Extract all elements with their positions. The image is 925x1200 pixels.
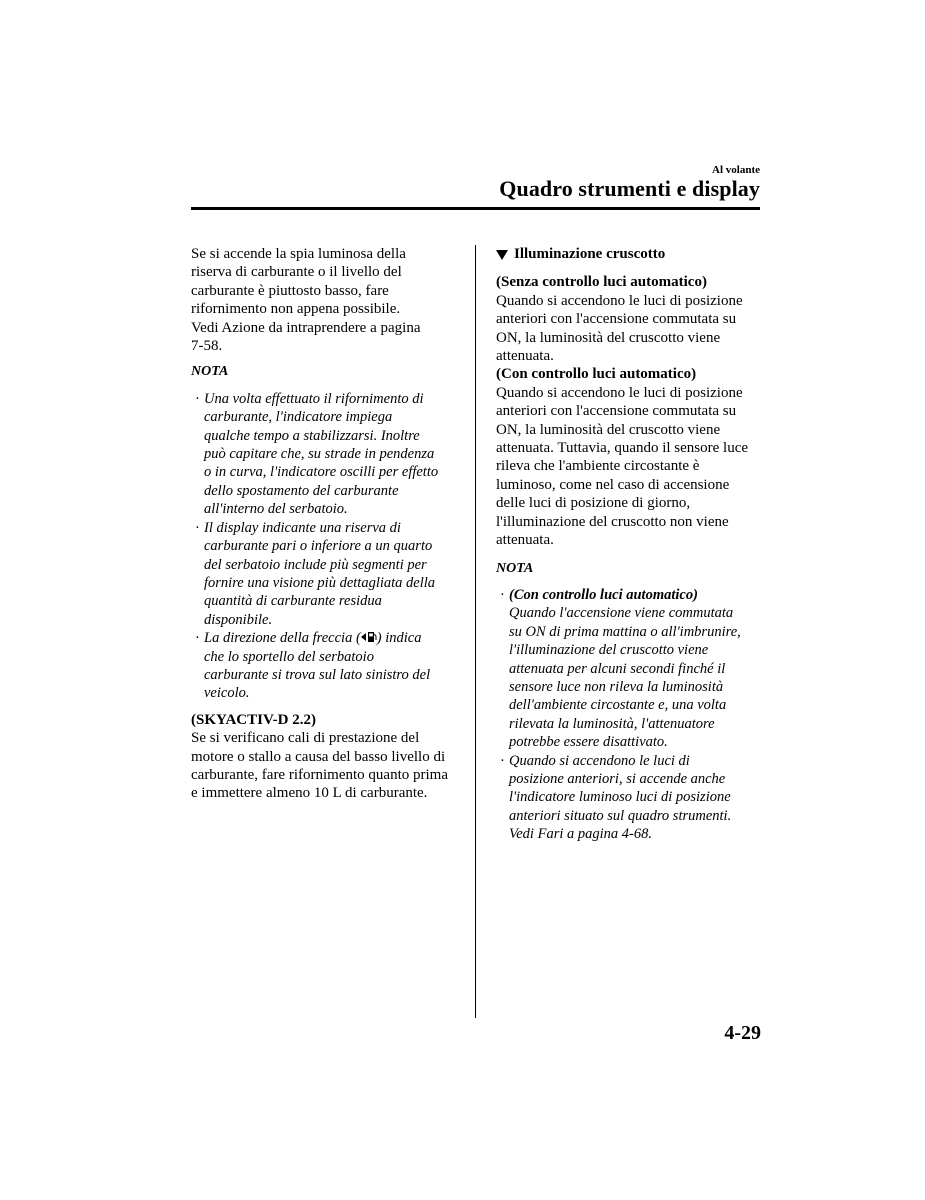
section-label: Al volante bbox=[712, 164, 760, 176]
text-line: riserva di carburante o il livello del bbox=[191, 264, 402, 281]
bullet: · bbox=[500, 586, 505, 603]
nota-list bbox=[496, 586, 764, 844]
text-line: delle luci di posizione di giorno, bbox=[496, 495, 691, 512]
text-line: rifornimento non appena possibile. bbox=[191, 301, 401, 318]
skyactiv-heading: (SKYACTIV-D 2.2) bbox=[191, 711, 317, 728]
text-line: Quando si accendono le luci di posizione bbox=[496, 384, 743, 401]
text-line: attenuata. bbox=[496, 348, 554, 365]
text-line: attenuata. Tuttavia, quando il sensore luce bbox=[496, 440, 749, 457]
text-line: del serbatoio include più segmenti per bbox=[204, 556, 427, 573]
page-title: Quadro strumenti e display bbox=[499, 176, 760, 201]
skyactiv-paragraph bbox=[191, 729, 463, 803]
nota-label: NOTA bbox=[496, 560, 534, 576]
text-line: carburante, l'indicatore impiega bbox=[204, 409, 393, 426]
text-line: Se si accende la spia luminosa della bbox=[191, 246, 406, 262]
without-auto-paragraph bbox=[496, 292, 764, 366]
intro-paragraph bbox=[191, 245, 463, 355]
nota-item bbox=[191, 519, 463, 629]
nota-list bbox=[191, 390, 463, 703]
text-line: ON, la luminosità del cruscotto viene bbox=[496, 421, 721, 438]
text-line: Vedi Fari a pagina 4-68. bbox=[509, 826, 652, 843]
text-line: carburante è piuttosto basso, fare bbox=[191, 282, 389, 299]
text-line: anteriori con l'accensione commutata su bbox=[496, 311, 737, 328]
text-line: rileva che l'ambiente circostante è bbox=[496, 458, 700, 475]
fuel-door-arrow-icon bbox=[361, 631, 377, 643]
text-line: qualche tempo a stabilizzarsi. Inoltre bbox=[204, 427, 420, 444]
text-line: e immettere almeno 10 L di carburante. bbox=[191, 785, 428, 802]
text-line: carburante si trova sul lato sinistro del bbox=[204, 666, 431, 683]
text-line: che lo sportello del serbatoio bbox=[204, 648, 374, 665]
text-line: Se si verificano cali di prestazione del bbox=[191, 730, 420, 747]
text-line: carburante pari o inferiore a un quarto bbox=[204, 538, 433, 555]
page-number: 4-29 bbox=[724, 1022, 761, 1044]
text-line: può capitare che, su strade in pendenza bbox=[204, 446, 435, 463]
text-line: Il display indicante una riserva di bbox=[204, 519, 401, 536]
text-line: anteriori con l'accensione commutata su bbox=[496, 403, 737, 420]
text-line: Una volta effettuato il rifornimento di bbox=[204, 390, 424, 407]
text-line: Quando si accendono le luci di posizione bbox=[496, 292, 743, 309]
text-line: l'illuminazione del cruscotto viene bbox=[509, 642, 709, 659]
with-auto-paragraph bbox=[496, 384, 764, 550]
text-line: motore o stallo a causa del basso livello di bbox=[191, 748, 446, 765]
bullet: · bbox=[195, 630, 200, 647]
text-line: rilevata la luminosità, l'attenuatore bbox=[509, 715, 715, 732]
text-line: carburante, fare rifornimento quanto prima bbox=[191, 766, 448, 783]
text-line: fornire una visione più dettagliata della bbox=[204, 574, 436, 591]
text-line: anteriori situato sul quadro strumenti. bbox=[509, 807, 732, 824]
text-line: attenuata per alcuni secondi finché il bbox=[509, 660, 726, 677]
text-line: potrebbe essere disattivato. bbox=[509, 734, 668, 751]
right-column bbox=[496, 245, 764, 844]
text-line: veicolo. bbox=[204, 685, 250, 702]
text-line: Vedi Azione da intraprendere a pagina bbox=[191, 319, 421, 336]
text-line: attenuata. bbox=[496, 532, 554, 549]
text-line: dello spostamento del carburante bbox=[204, 482, 399, 499]
bullet: · bbox=[195, 390, 200, 407]
down-triangle-icon bbox=[496, 250, 508, 260]
text-line: su ON di prima mattina o all'imbrunire, bbox=[509, 623, 741, 640]
text-line: o in curva, l'indicatore oscilli per effetto bbox=[204, 464, 439, 481]
section-heading: Illuminazione cruscotto bbox=[496, 245, 764, 263]
text-line: La direzione della freccia ( ) indica bbox=[204, 630, 422, 647]
text-line: luminoso, come nel caso di accensione bbox=[496, 476, 730, 493]
nota-item bbox=[191, 629, 463, 703]
text-line: ON, la luminosità del cruscotto viene bbox=[496, 329, 721, 346]
text-line: sensore luce non rileva la luminosità bbox=[509, 678, 724, 695]
bullet: · bbox=[500, 752, 505, 769]
text-line: Quando si accendono le luci di bbox=[509, 752, 690, 769]
text-line: all'interno del serbatoio. bbox=[204, 501, 348, 518]
text-line: l'indicatore luminoso luci di posizione bbox=[509, 789, 731, 806]
text-line: posizione anteriori, si accende anche bbox=[509, 770, 726, 787]
title-rule bbox=[191, 207, 760, 210]
nota-item bbox=[191, 390, 463, 519]
nota-label: NOTA bbox=[191, 364, 229, 380]
text-line: quantità di carburante residua bbox=[204, 593, 382, 610]
text-line: 7-58. bbox=[191, 338, 223, 355]
column-divider bbox=[475, 245, 476, 1018]
text-line: dell'ambiente circostante e, una volta bbox=[509, 697, 727, 714]
text-line: l'illuminazione del cruscotto non viene bbox=[496, 513, 729, 530]
nota-item bbox=[496, 586, 764, 752]
text-line: (Con controllo luci automatico) bbox=[509, 586, 698, 603]
left-column bbox=[191, 245, 463, 803]
text-line: Quando l'accensione viene commutata bbox=[509, 605, 734, 622]
with-auto-heading: (Con controllo luci automatico) bbox=[496, 366, 697, 383]
bullet: · bbox=[195, 519, 200, 536]
text-line: disponibile. bbox=[204, 611, 273, 628]
without-auto-heading: (Senza controllo luci automatico) bbox=[496, 274, 707, 291]
nota-item bbox=[496, 752, 764, 844]
